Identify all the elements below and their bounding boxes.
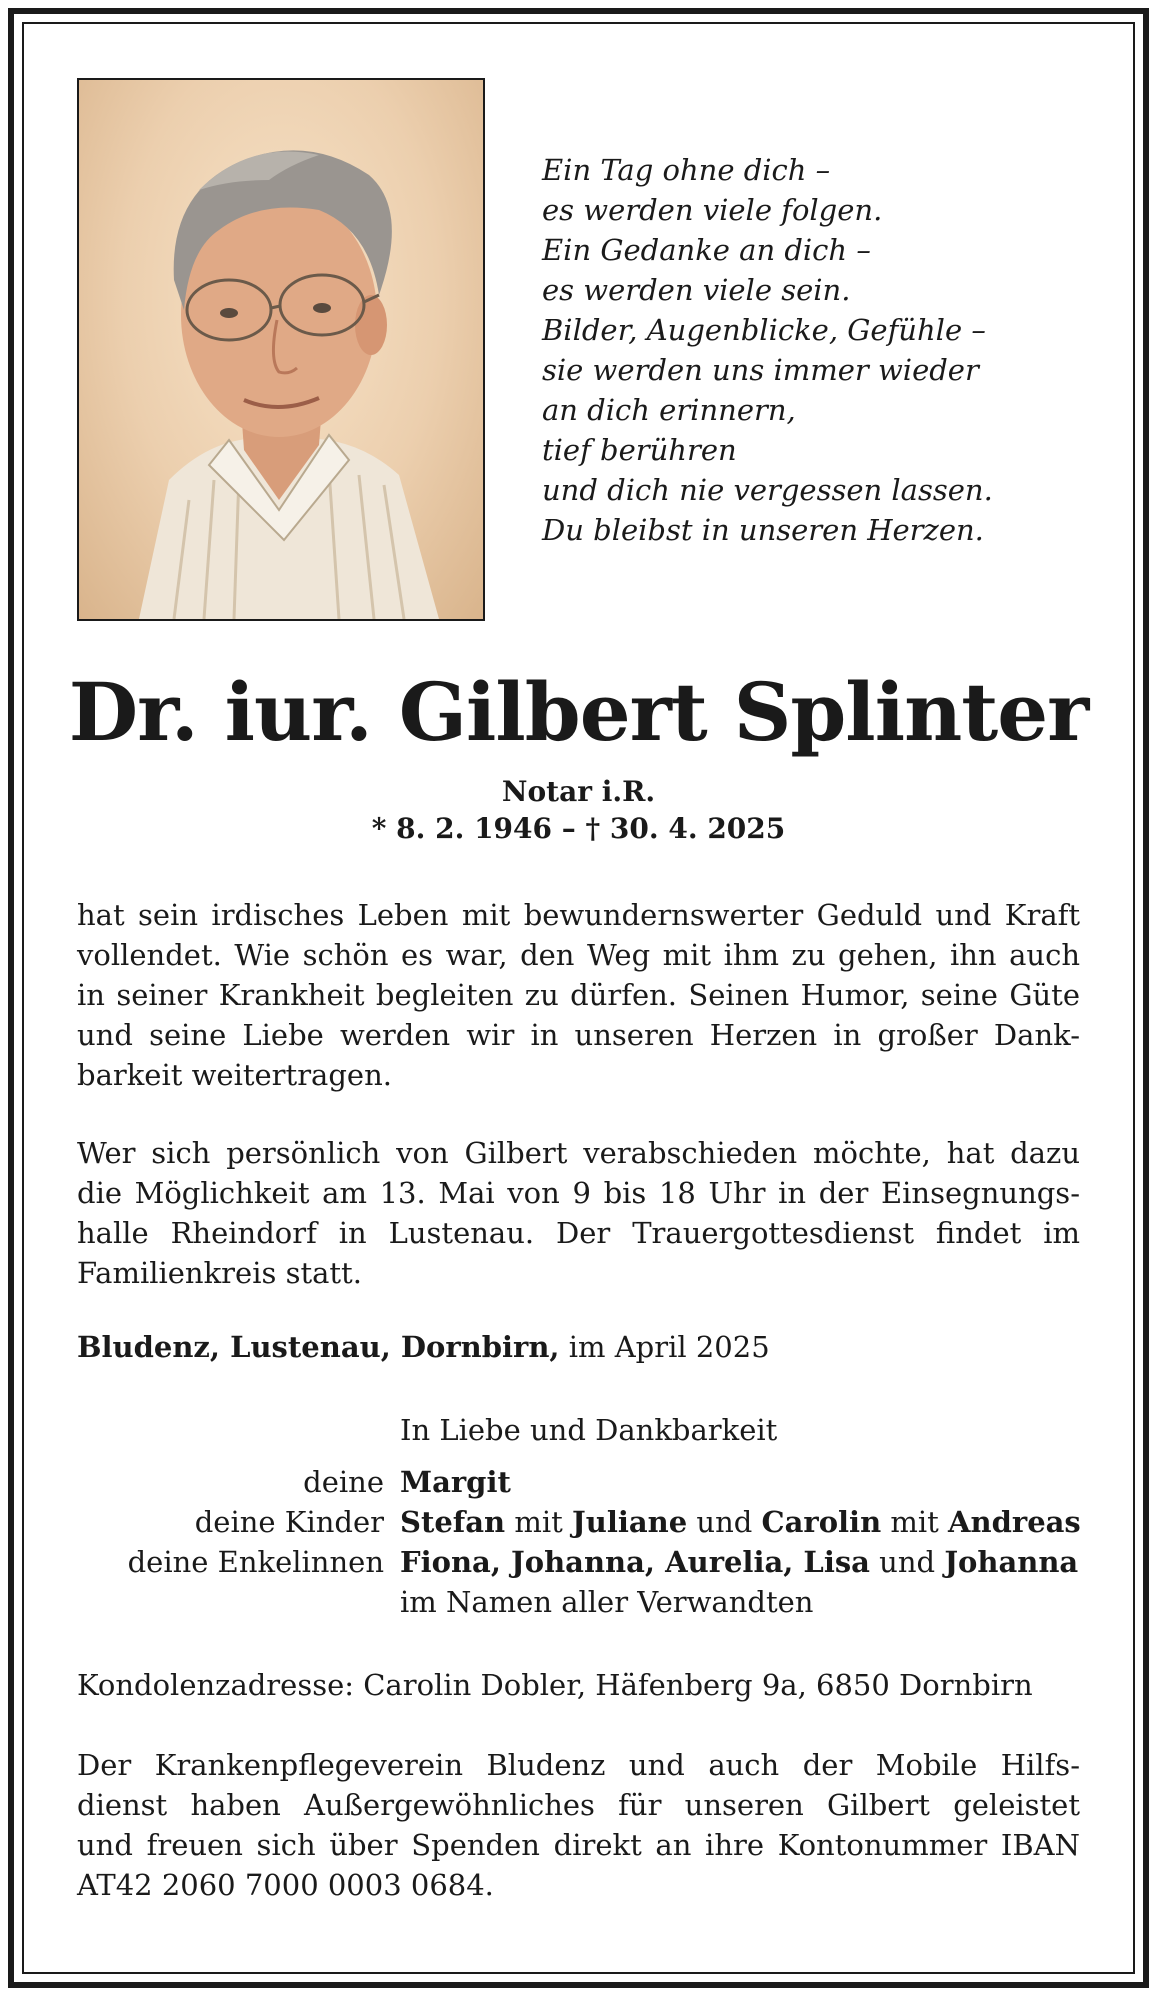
poem-line: tief berühren	[542, 433, 737, 467]
month-year: im April 2025	[559, 1330, 770, 1364]
grandchildren-label: deine Enkelinnen	[127, 1545, 384, 1579]
farewell-paragraph	[77, 1133, 1080, 1293]
text-line: barkeit weitertragen.	[77, 1058, 392, 1092]
text-line: Wer sich persönlich von Gilbert verabschieden möchte, hat dazu	[77, 1136, 1080, 1170]
grandchildren: Fiona, Johanna, Aurelia, Lisa	[400, 1545, 870, 1579]
wife: Margit	[400, 1465, 511, 1499]
obituary-paragraph	[77, 895, 1080, 1095]
partner-name: Andreas	[948, 1505, 1081, 1539]
deceased-title: Notar i.R.	[501, 775, 656, 808]
poem-line: Ein Gedanke an dich –	[542, 233, 871, 267]
poem-line: an dich erinnern,	[542, 393, 796, 427]
poem-line: und dich nie vergessen lassen.	[542, 473, 993, 507]
poem-line: Ein Tag ohne dich –	[542, 153, 831, 187]
poem-line: Bilder, Augenblicke, Gefühle –	[542, 313, 986, 347]
poem-line: es werden viele folgen.	[542, 193, 883, 227]
poem-line: es werden viele sein.	[542, 273, 851, 307]
text-line: und freuen sich über Spenden direkt an ihre Kontonummer IBAN	[77, 1828, 1080, 1862]
children-label: deine Kinder	[194, 1505, 384, 1539]
partner-name: Juliane	[572, 1505, 688, 1539]
text-line: Der Krankenpflegeverein Bludenz und auch der Mobile Hilfs-	[77, 1748, 1080, 1782]
wife-name	[400, 1465, 511, 1499]
text-line: in seiner Krankheit begleiten zu dürfen. Seinen Humor, seine Güte	[77, 978, 1080, 1012]
portrait-illustration	[79, 80, 483, 619]
connector: mit	[505, 1505, 573, 1539]
text-line: halle Rheindorf in Lustenau. Der Trauergottesdienst findet im	[77, 1216, 1080, 1250]
poem-line: sie werden uns immer wieder	[542, 353, 979, 387]
text-line: AT42 2060 7000 0003 0684.	[77, 1868, 494, 1902]
grandchildren-names	[400, 1545, 1078, 1579]
text-line: und seine Liebe werden wir in unseren Herzen in großer Dank-	[77, 1018, 1080, 1052]
signature-intro: In Liebe und Dankbarkeit	[400, 1413, 778, 1447]
children-names	[400, 1505, 1081, 1539]
portrait-photo	[77, 78, 485, 621]
connector: mit	[881, 1505, 949, 1539]
places: Bludenz, Lustenau, Dornbirn,	[77, 1330, 560, 1364]
child-name: Stefan	[400, 1505, 506, 1539]
text-line: dienst haben Außergewöhnliches für unseren Gilbert geleistet	[77, 1788, 1080, 1822]
text-line: die Möglichkeit am 13. Mai von 9 bis 18 Uhr in der Einsegnungs-	[77, 1176, 1080, 1210]
condolence-address: Kondolenzadresse: Carolin Dobler, Häfenberg 9a, 6850 Dornbirn	[77, 1668, 1033, 1702]
place-date	[77, 1330, 770, 1364]
deceased-name: Dr. iur. Gilbert Splinter	[68, 665, 1089, 759]
child-name: Carolin	[761, 1505, 882, 1539]
text-line: vollendet. Wie schön es war, den Weg mit ihm zu gehen, ihn auch	[77, 938, 1080, 972]
connector: und	[869, 1545, 945, 1579]
poem-line: Du bleibst in unseren Herzen.	[542, 513, 984, 547]
memorial-poem	[542, 150, 993, 550]
text-line: Familienkreis statt.	[77, 1256, 362, 1290]
relatives-note: im Namen aller Verwandten	[400, 1585, 814, 1619]
wife-label: deine	[303, 1465, 384, 1499]
life-dates: * 8. 2. 1946 – † 30. 4. 2025	[371, 812, 786, 845]
grandchild-name: Johanna	[944, 1545, 1079, 1579]
text-line: hat sein irdisches Leben mit bewundernswerter Geduld und Kraft	[77, 898, 1080, 932]
donation-paragraph	[77, 1745, 1080, 1905]
connector: und	[687, 1505, 762, 1539]
